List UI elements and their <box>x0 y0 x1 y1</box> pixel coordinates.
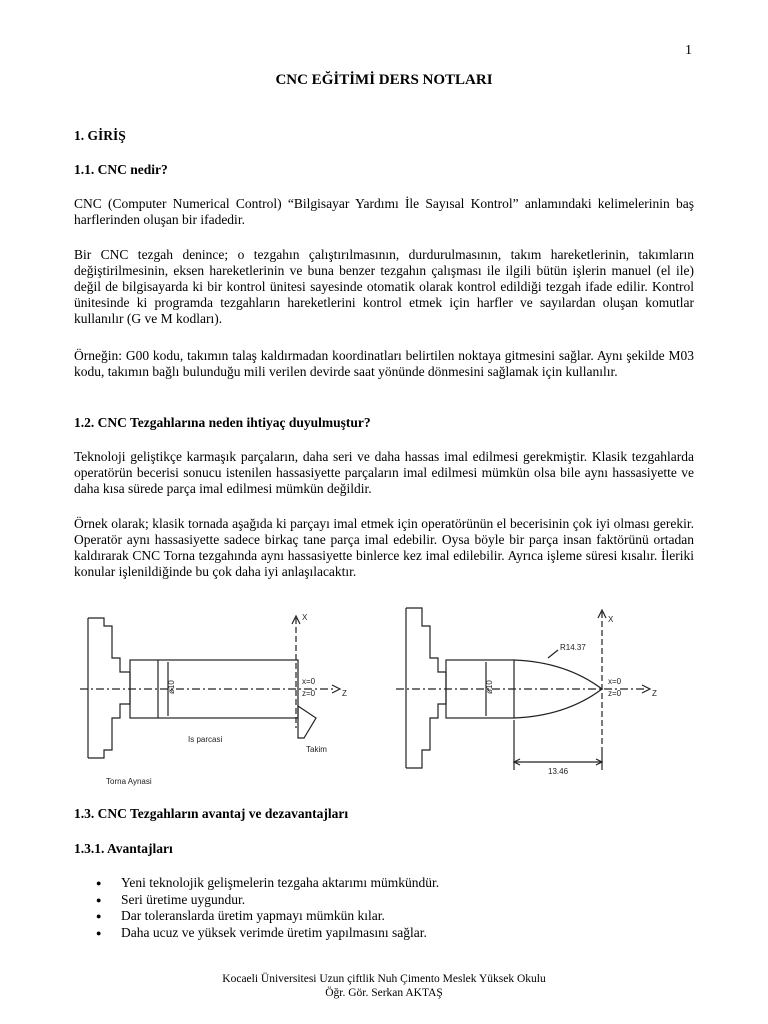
paragraph-cnc-definition: CNC (Computer Numerical Control) “Bilgisayar Yardımı İle Sayısal Kontrol” anlamındaki kelimelerinin baş harflerinden oluşan bir ifadedir. <box>74 196 694 227</box>
section-heading-avantajlari: 1.3.1. Avantajları <box>74 841 173 856</box>
advantages-list <box>96 875 439 941</box>
section-heading-avantaj-dezavantaj: 1.3. CNC Tezgahların avantaj ve dezavantajları <box>74 806 349 821</box>
right-diameter-label: ø10 <box>485 680 494 694</box>
list-item: ● Dar toleranslarda üretim yapmayı mümkün kılar. <box>96 908 439 925</box>
right-radius-label: R14.37 <box>560 643 586 652</box>
document-title: CNC EĞİTİMİ DERS NOTLARI <box>275 72 493 88</box>
page-number: 1 <box>685 43 692 58</box>
left-origin-z-label: z=0 <box>302 689 316 698</box>
list-item: ● Daha ucuz ve yüksek verimde üretim yapılmasını sağlar. <box>96 925 439 942</box>
paragraph-ornek-olarak: Örnek olarak; klasik tornada aşağıda ki parçayı imal etmek için operatörünün el becerisinin çok iyi olması gerekir. Operatör aynı hassasiyette sadece birkaç tane parça imal edebilir. Oysa böyle bir parça insan faktörünü ortadan kaldırarak CNC Torna tezgahında aynı hassasiyette binlerce kez imal edilebilir. Ayrıca işleme süresi kısalır. İleriki konular işlenildiğinde bu çok daha iyi anlaşılacaktır. <box>74 516 694 579</box>
right-length-label: 13.46 <box>548 767 569 776</box>
section-heading-cnc-nedir: 1.1. CNC nedir? <box>74 162 168 177</box>
right-z-axis-label: Z <box>652 689 657 698</box>
page-footer <box>0 972 768 1000</box>
paragraph-ornegin: Örneğin: G00 kodu, takımın talaş kaldırmadan koordinatları belirtilen noktaya gitmesini sağlar. Aynı şekilde M03 kodu, takımın bağlı bulunduğu mili verilen devirde saat yönünde dönmesini sağlamak için kullanılır. <box>74 348 694 379</box>
section-heading-neden-ihtiyac: 1.2. CNC Tezgahlarına neden ihtiyaç duyulmuştur? <box>74 415 371 430</box>
right-origin-z-label: z=0 <box>608 689 622 698</box>
right-origin-x-label: x=0 <box>608 677 622 686</box>
lathe-part-figure <box>76 598 666 792</box>
left-tool-label: Takim <box>306 745 327 754</box>
left-z-axis-label: Z <box>342 689 347 698</box>
right-x-axis-label: X <box>608 615 614 624</box>
paragraph-cnc-tezgah: Bir CNC tezgah denince; o tezgahın çalıştırılmasının, durdurulmasının, takım hareketlerinin, takımların değiştirilmesinin, eksen hareketlerinin ve buna benzer tezgahın çalışması ile ilgili bütün işlerin manuel (el ile) değil de bilgisayarda ki bir kontrol ünitesi sayesinde otomatik olarak kontrol edildiği tezgah ifade edilir. Kontrol ünitesinde ki programda tezgahların hareketlerini kontrol etmek için harfler ve sayılardan oluşan komutlar kullanılır (G ve M kodları). <box>74 247 694 326</box>
footer-author: Öğr. Gör. Serkan AKTAŞ <box>325 987 443 999</box>
left-chuck-label: Torna Aynasi <box>106 777 152 786</box>
section-heading-giris: 1. GİRİŞ <box>74 128 126 143</box>
paragraph-teknoloji: Teknoloji geliştikçe karmaşık parçaların, daha seri ve daha hassas imal edilmesi gerekmiştir. Klasik tezgahlarda operatörün becerisi sonucu istenilen hassasiyette parçaların imal edilmesi mümkün olsa bile aynı hassasiyette ve daha kısa sürede parça imal edilmesi mümkün değildir. <box>74 449 694 496</box>
list-item: ● Seri üretime uygundur. <box>96 892 439 909</box>
left-x-axis-label: X <box>302 613 308 622</box>
left-workpiece-label: Is parcasi <box>188 735 223 744</box>
left-diameter-label: ø10 <box>167 680 176 694</box>
left-origin-x-label: x=0 <box>302 677 316 686</box>
footer-institution: Kocaeli Üniversitesi Uzun çiftlik Nuh Çimento Meslek Yüksek Okulu <box>222 973 546 985</box>
list-item: ● Yeni teknolojik gelişmelerin tezgaha aktarımı mümkündür. <box>96 875 439 892</box>
